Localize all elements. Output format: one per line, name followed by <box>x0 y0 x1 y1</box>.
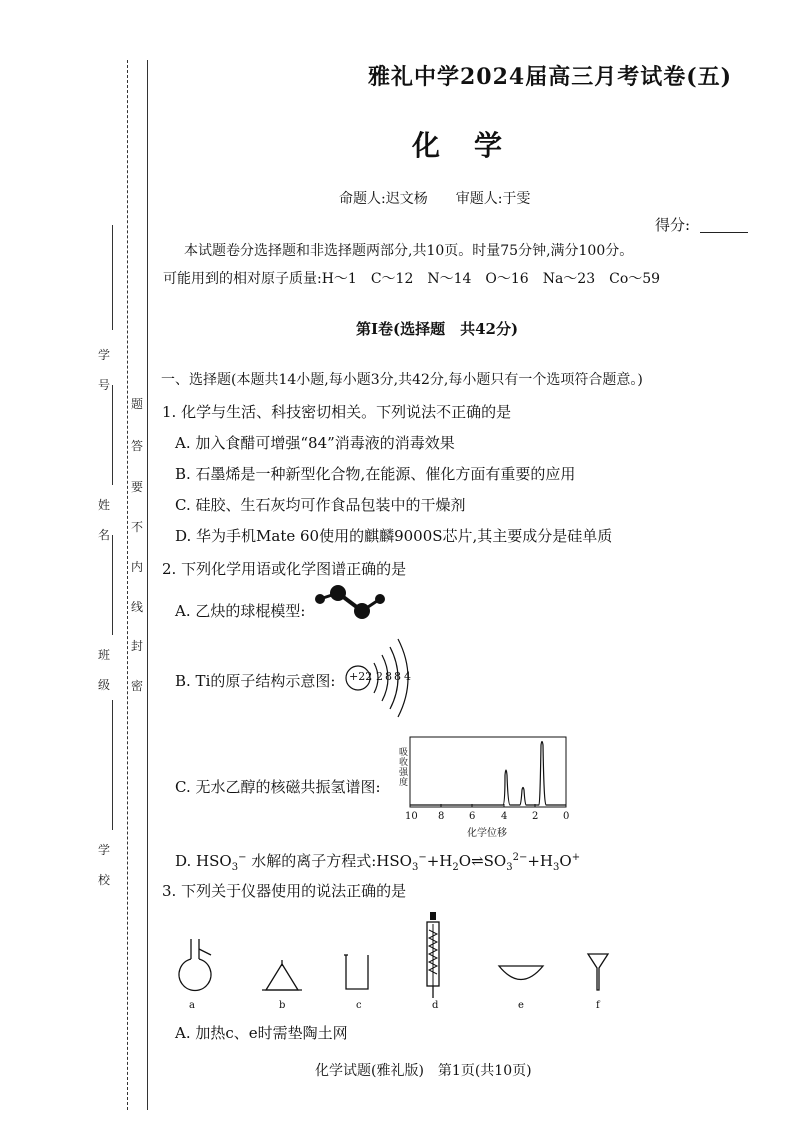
nmr-tick-label-8: 8 <box>438 811 445 822</box>
nmr-baseline-trace <box>410 742 566 806</box>
q2-d-sub3-d: 3 <box>553 862 560 873</box>
q2-d-so: SO <box>483 852 507 870</box>
q3-option-a: A. 加热c、e时需垫陶土网 <box>175 1024 348 1042</box>
apparatus-a-distilling-flask-icon <box>175 935 215 995</box>
nmr-tick-label-6: 6 <box>469 811 476 822</box>
ti-shell-4: 4 <box>404 670 411 683</box>
authors-line: 命题人:迟文杨 审题人:于雯 <box>339 191 531 207</box>
seal-char-4: 不 <box>131 520 144 534</box>
q2-d-sup-plus: + <box>571 852 581 863</box>
q1-option-a: A. 加入食醋可增强“84”消毒液的消毒效果 <box>175 434 455 452</box>
nmr-y-axis-label: 吸收强度 <box>399 748 409 788</box>
ti-nucleus-charge: +22 <box>349 670 373 683</box>
apparatus-label-c: c <box>356 1000 362 1011</box>
seal-char-6: 线 <box>131 600 144 614</box>
student-no-label: 学号 <box>98 348 111 392</box>
q1-option-d: D. 华为手机Mate 60使用的麒麟9000S芯片,其主要成分是硅单质 <box>175 527 613 545</box>
q2-d-equilibrium-arrow: ⇌ <box>471 852 484 870</box>
q2-d-sup-2minus: 2− <box>512 852 528 863</box>
q2-d-end: +H <box>527 852 553 870</box>
seal-char-7: 封 <box>131 639 144 653</box>
apparatus-label-e: e <box>518 1000 524 1011</box>
ti-shell-1: 2 <box>376 670 383 683</box>
apparatus-label-d: d <box>432 1000 439 1011</box>
apparatus-e-evaporating-dish-icon <box>497 963 545 983</box>
apparatus-f-funnel-icon <box>586 952 610 992</box>
exam-title: 雅礼中学2024届高三月考试卷(五) <box>368 64 733 90</box>
score-blank <box>700 232 748 233</box>
q2-d-sup-minus-b: − <box>418 852 427 863</box>
ti-shell-3: 8 <box>394 670 401 683</box>
q2-d-prefix: D. HSO <box>175 852 232 870</box>
nmr-tick-label-10: 10 <box>405 811 418 822</box>
seal-dashed-line <box>127 60 128 1110</box>
nmr-tick-label-4: 4 <box>501 811 508 822</box>
acetylene-ball-stick-model <box>310 585 390 625</box>
nmr-x-axis-label: 化学位移 <box>467 828 507 839</box>
seal-char-2: 答 <box>131 439 144 453</box>
q3-stem: 3. 下列关于仪器使用的说法正确的是 <box>162 882 407 900</box>
apparatus-b-clay-triangle-icon <box>262 960 302 995</box>
q2-d-eq2: O <box>458 852 472 870</box>
q2-option-b: B. Ti的原子结构示意图: <box>175 672 336 690</box>
apparatus-label-a: a <box>189 1000 195 1011</box>
q1-stem: 1. 化学与生活、科技密切相关。下列说法不正确的是 <box>162 403 512 421</box>
school-blank <box>112 700 113 830</box>
name-blank <box>112 385 113 485</box>
apparatus-d-condenser-icon <box>423 912 443 998</box>
q1-option-b: B. 石墨烯是一种新型化合物,在能源、催化方面有重要的应用 <box>175 465 576 483</box>
q2-d-sub2: 2 <box>452 862 459 873</box>
seal-char-5: 内 <box>131 560 144 574</box>
subject-title: 化学 <box>412 129 537 162</box>
q2-d-end2: O <box>559 852 572 870</box>
score-label: 得分: <box>655 216 691 234</box>
name-label: 姓名 <box>98 498 111 542</box>
class-blank <box>112 535 113 635</box>
q2-d-sub3-b: 3 <box>411 862 419 873</box>
seal-char-1: 题 <box>131 397 144 411</box>
page-footer: 化学试题(雅礼版) 第1页(共10页) <box>315 1063 532 1079</box>
q1-option-c: C. 硅胶、生石灰均可作食品包装中的干燥剂 <box>175 496 466 514</box>
intro-line-2: 可能用到的相对原子质量:H～1 C～12 N～14 O～16 Na～23 Co～59 <box>163 271 661 287</box>
binding-line <box>147 60 148 1110</box>
nmr-tick-label-2: 2 <box>532 811 539 822</box>
nmr-tick-label-0: 0 <box>563 811 570 822</box>
section-title: 第Ⅰ卷(选择题 共42分) <box>356 320 519 338</box>
intro-line-1: 本试题卷分选择题和非选择题两部分,共10页。时量75分钟,满分100分。 <box>184 243 634 259</box>
apparatus-label-f: f <box>596 1000 600 1011</box>
ti-shell-2: 8 <box>385 670 392 683</box>
q2-stem: 2. 下列化学用语或化学图谱正确的是 <box>162 560 407 578</box>
q2-option-c: C. 无水乙醇的核磁共振氢谱图: <box>175 778 381 796</box>
seal-char-8: 密 <box>131 679 144 693</box>
school-label: 学校 <box>98 843 111 887</box>
apparatus-c-beaker-icon <box>342 952 372 992</box>
q2-d-sub3-c: 3 <box>506 862 513 873</box>
q2-d-mid: 水解的离子方程式:HSO <box>251 852 412 870</box>
part-intro: 一、选择题(本题共14小题,每小题3分,共42分,每小题只有一个选项符合题意。) <box>161 372 643 388</box>
student-no-blank <box>112 225 113 330</box>
q2-d-sub3-a: 3 <box>231 862 239 873</box>
q2-option-d <box>175 850 580 873</box>
q2-d-eq: +H <box>426 852 453 870</box>
class-label: 班级 <box>98 648 111 692</box>
nmr-spectrum-chart <box>398 735 573 820</box>
seal-char-3: 要 <box>131 480 144 494</box>
apparatus-label-b: b <box>279 1000 286 1011</box>
q2-d-sup-minus-a: − <box>238 852 247 863</box>
q2-option-a: A. 乙炔的球棍模型: <box>175 602 306 620</box>
